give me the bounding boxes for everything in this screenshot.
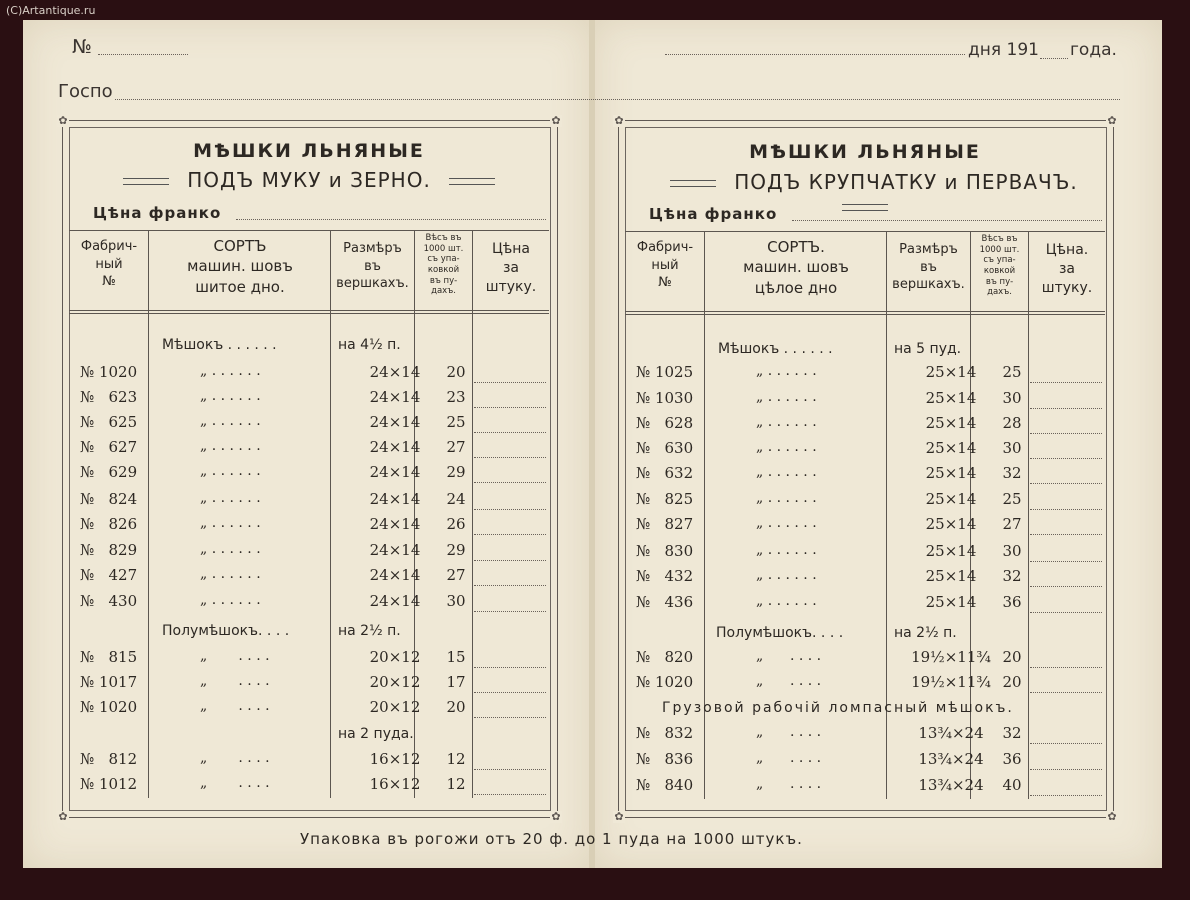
size-value: 20×12 (369, 673, 421, 691)
left-table-header-rule (69, 313, 549, 314)
price-fill-line (1030, 509, 1102, 510)
ditto-mark: „ . . . . . . (756, 464, 817, 480)
weight-value: 26 (446, 515, 466, 533)
ditto-mark: „ . . . . . . (200, 566, 261, 582)
corner-ornament-icon: ✿ (58, 810, 68, 823)
corner-ornament-icon: ✿ (1107, 810, 1117, 823)
ditto-mark: „ . . . . . . (200, 490, 261, 506)
date-text: дня 191 (968, 40, 1039, 60)
factory-number: № 436 (636, 593, 694, 611)
price-fill-line (1030, 667, 1102, 668)
weight-value: 15 (446, 648, 466, 666)
year-label: года. (1070, 40, 1117, 60)
weight-value: 20 (446, 698, 466, 716)
factory-number: № 812 (80, 750, 138, 768)
ditto-mark: „ . . . . . . (756, 593, 817, 609)
ditto-mark: „ . . . . . . (200, 592, 261, 608)
factory-number: № 1020 (636, 673, 694, 691)
price-fill-line (474, 717, 546, 718)
price-fill-line (474, 769, 546, 770)
right-price-label: Цѣна франко (649, 205, 778, 223)
left-col-price-header: Цѣна за штуку. (485, 241, 537, 295)
ditto-mark: „ . . . . . . (756, 567, 817, 583)
weight-value: 27 (446, 438, 466, 456)
price-fill-line (474, 407, 546, 408)
ditto-mark: „ . . . . (756, 750, 822, 766)
corner-ornament-icon: ✿ (551, 810, 561, 823)
ditto-mark: „ . . . . (200, 648, 270, 664)
weight-value: 36 (1002, 593, 1022, 611)
left-subtitle (69, 168, 549, 192)
weight-value: 28 (1002, 414, 1022, 432)
left-table-top-rule (69, 230, 549, 231)
factory-number: № 824 (80, 490, 138, 508)
weight-value: 20 (446, 363, 466, 381)
right-col-price-header: Цѣна. за штуку. (1041, 242, 1093, 296)
factory-number: № 427 (80, 566, 138, 584)
weight-value: 23 (446, 388, 466, 406)
ditto-mark: „ . . . . . . (200, 363, 261, 379)
price-fill-line (1030, 382, 1102, 383)
corner-ornament-icon: ✿ (1107, 114, 1117, 127)
price-fill-line (1030, 769, 1102, 770)
size-value: 16×12 (369, 750, 421, 768)
ditto-mark: „ . . . . (756, 776, 822, 792)
right-title: МѢШКИ ЛЬНЯНЫЕ (749, 141, 981, 163)
ditto-mark: „ . . . . (200, 750, 270, 766)
factory-number: № 432 (636, 567, 694, 585)
size-value: 25×14 (925, 464, 977, 482)
ditto-mark: „ . . . . . . (200, 388, 261, 404)
number-label: № (72, 36, 92, 58)
packing-note: Упаковка въ рогожи отъ 20 ф. до 1 пуда на 1000 штукъ. (300, 830, 803, 848)
ditto-mark: „ . . . . . . (756, 439, 817, 455)
corner-ornament-icon: ✿ (551, 114, 561, 127)
corner-ornament-icon: ✿ (58, 114, 68, 127)
date-fill-line (665, 54, 965, 55)
size-value: 24×14 (369, 566, 421, 584)
ditto-mark: „ . . . . . . (756, 389, 817, 405)
factory-number: № 1012 (80, 775, 138, 793)
size-value: 19½×11¾ (911, 673, 991, 691)
right-table-top-rule (625, 231, 1105, 232)
weight-value: 20 (1002, 673, 1022, 691)
section-capacity: на 2½ п. (894, 625, 957, 641)
size-value: 24×14 (369, 515, 421, 533)
ditto-mark: „ . . . . (200, 698, 270, 714)
section-label: Мѣшокъ . . . . . . (162, 337, 277, 353)
price-fill-line (1030, 458, 1102, 459)
watermark-text: (C)Artantique.ru (6, 4, 96, 17)
size-value: 25×14 (925, 542, 977, 560)
factory-number: № 840 (636, 776, 694, 794)
weight-value: 25 (446, 413, 466, 431)
weight-value: 12 (446, 750, 466, 768)
size-value: 20×12 (369, 648, 421, 666)
ditto-mark: „ . . . . . . (756, 542, 817, 558)
ditto-mark: „ . . . . (200, 673, 270, 689)
factory-number: № 830 (636, 542, 694, 560)
ditto-mark: „ . . . . (200, 775, 270, 791)
weight-value: 20 (1002, 648, 1022, 666)
section-label: Полумѣшокъ. . . . (716, 625, 844, 641)
factory-number: № 829 (80, 541, 138, 559)
section-label: Мѣшокъ . . . . . . (718, 341, 833, 357)
left-title: МѢШКИ ЛЬНЯНЫЕ (193, 140, 425, 162)
size-value: 24×14 (369, 388, 421, 406)
ditto-mark: „ . . . . . . (200, 413, 261, 429)
factory-number: № 825 (636, 490, 694, 508)
weight-value: 32 (1002, 567, 1022, 585)
price-fill-line (474, 692, 546, 693)
right-col-factory-header: Фабрич- ный № (636, 240, 694, 291)
size-value: 13¾×24 (918, 724, 984, 742)
price-fill-line (1030, 795, 1102, 796)
price-fill-line (1030, 534, 1102, 535)
price-fill-line (474, 560, 546, 561)
left-col-weight-header: Вѣсъ въ 1000 шт. съ упа- ковкой въ пу- дахъ. (423, 233, 464, 297)
ditto-mark: „ . . . . . . (200, 438, 261, 454)
factory-number: № 815 (80, 648, 138, 666)
size-value: 25×14 (925, 439, 977, 457)
weight-value: 29 (446, 541, 466, 559)
factory-number: № 630 (636, 439, 694, 457)
ditto-mark: „ . . . . . . (756, 515, 817, 531)
factory-number: № 632 (636, 464, 694, 482)
price-fill-line (474, 509, 546, 510)
ditto-mark: „ . . . . . . (200, 463, 261, 479)
section-label: Грузовой рабочій ломпасный мѣшокъ. (662, 700, 1014, 716)
size-value: 20×12 (369, 698, 421, 716)
size-value: 25×14 (925, 515, 977, 533)
right-price-fill-line (792, 220, 1102, 221)
section-capacity: на 5 пуд. (894, 341, 962, 357)
section-label: Полумѣшокъ. . . . (162, 623, 290, 639)
size-value: 24×14 (369, 592, 421, 610)
year-fill-line (1040, 58, 1068, 59)
price-fill-line (1030, 433, 1102, 434)
right-table-header-rule (625, 311, 1105, 312)
price-fill-line (1030, 612, 1102, 613)
factory-number: № 836 (636, 750, 694, 768)
factory-number: № 827 (636, 515, 694, 533)
ditto-mark: „ . . . . . . (200, 541, 261, 557)
ditto-mark: „ . . . . . . (756, 414, 817, 430)
size-value: 24×14 (369, 490, 421, 508)
size-value: 25×14 (925, 567, 977, 585)
right-table-header-rule (625, 314, 1105, 315)
price-fill-line (1030, 743, 1102, 744)
price-fill-line (1030, 483, 1102, 484)
size-value: 25×14 (925, 414, 977, 432)
left-col-size-header: Размѣръ въ вершкахъ. (336, 241, 409, 292)
left-col-divider (330, 230, 331, 798)
right-col-size-header: Размѣръ въ вершкахъ. (892, 242, 965, 293)
ditto-mark: „ . . . . . . (756, 363, 817, 379)
ditto-mark: „ . . . . . . (200, 515, 261, 531)
weight-value: 36 (1002, 750, 1022, 768)
factory-number: № 629 (80, 463, 138, 481)
price-fill-line (1030, 408, 1102, 409)
size-value: 24×14 (369, 363, 421, 381)
weight-value: 30 (1002, 389, 1022, 407)
left-col-factory-header: Фабрич- ный № (80, 239, 138, 290)
factory-number: № 832 (636, 724, 694, 742)
weight-value: 40 (1002, 776, 1022, 794)
factory-number: № 1025 (636, 363, 694, 381)
weight-value: 32 (1002, 464, 1022, 482)
factory-number: № 1017 (80, 673, 138, 691)
section-capacity: на 4½ п. (338, 337, 401, 353)
corner-ornament-icon: ✿ (614, 810, 624, 823)
left-col-divider (148, 230, 149, 798)
ditto-mark: „ . . . . (756, 648, 822, 664)
factory-number: № 1020 (80, 363, 138, 381)
weight-value: 24 (446, 490, 466, 508)
price-fill-line (474, 482, 546, 483)
left-price-label: Цѣна франко (93, 204, 222, 222)
size-value: 25×14 (925, 389, 977, 407)
corner-ornament-icon: ✿ (614, 114, 624, 127)
size-value: 13¾×24 (918, 776, 984, 794)
price-fill-line (474, 794, 546, 795)
left-col-sort-header: СОРТЪ машин. шовъ шитое дно. (187, 237, 293, 296)
size-value: 25×14 (925, 490, 977, 508)
page-fold (589, 20, 595, 868)
ditto-mark: „ . . . . (756, 724, 822, 740)
right-subtitle-text: ПОДЪ КРУПЧАТКУ и ПЕРВАЧЪ. (734, 170, 1078, 194)
price-fill-line (474, 534, 546, 535)
addressee-label: Госпо (58, 81, 113, 102)
weight-value: 12 (446, 775, 466, 793)
left-price-fill-line (236, 219, 546, 220)
factory-number: № 826 (80, 515, 138, 533)
weight-value: 30 (446, 592, 466, 610)
size-value: 24×14 (369, 463, 421, 481)
weight-value: 30 (1002, 439, 1022, 457)
price-fill-line (474, 667, 546, 668)
weight-value: 32 (1002, 724, 1022, 742)
size-value: 24×14 (369, 413, 421, 431)
price-fill-line (474, 382, 546, 383)
factory-number: № 430 (80, 592, 138, 610)
left-table-header-rule (69, 310, 549, 311)
addressee-fill-line (115, 99, 1120, 100)
price-fill-line (474, 611, 546, 612)
left-subtitle-text: ПОДЪ МУКУ и ЗЕРНО. (187, 168, 431, 192)
weight-value: 25 (1002, 490, 1022, 508)
number-fill-line (98, 54, 188, 55)
factory-number: № 820 (636, 648, 694, 666)
price-fill-line (474, 457, 546, 458)
weight-value: 25 (1002, 363, 1022, 381)
size-value: 24×14 (369, 438, 421, 456)
weight-value: 29 (446, 463, 466, 481)
price-fill-line (474, 585, 546, 586)
ditto-mark: „ . . . . . . (756, 490, 817, 506)
right-col-weight-header: Вѣсъ въ 1000 шт. съ упа- ковкой въ пу- дахъ. (979, 234, 1020, 298)
factory-number: № 628 (636, 414, 694, 432)
size-value: 25×14 (925, 363, 977, 381)
factory-number: № 627 (80, 438, 138, 456)
section-capacity: на 2 пуда. (338, 726, 414, 742)
section-capacity: на 2½ п. (338, 623, 401, 639)
right-col-sort-header: СОРТЪ. машин. шовъ цѣлое дно (743, 238, 849, 297)
factory-number: № 1030 (636, 389, 694, 407)
weight-value: 17 (446, 673, 466, 691)
ditto-mark: „ . . . . (756, 673, 822, 689)
size-value: 16×12 (369, 775, 421, 793)
factory-number: № 625 (80, 413, 138, 431)
price-fill-line (474, 432, 546, 433)
size-value: 24×14 (369, 541, 421, 559)
factory-number: № 1020 (80, 698, 138, 716)
size-value: 13¾×24 (918, 750, 984, 768)
factory-number: № 623 (80, 388, 138, 406)
price-fill-line (1030, 561, 1102, 562)
size-value: 19½×11¾ (911, 648, 991, 666)
weight-value: 27 (446, 566, 466, 584)
weight-value: 30 (1002, 542, 1022, 560)
weight-value: 27 (1002, 515, 1022, 533)
price-fill-line (1030, 692, 1102, 693)
price-fill-line (1030, 586, 1102, 587)
size-value: 25×14 (925, 593, 977, 611)
